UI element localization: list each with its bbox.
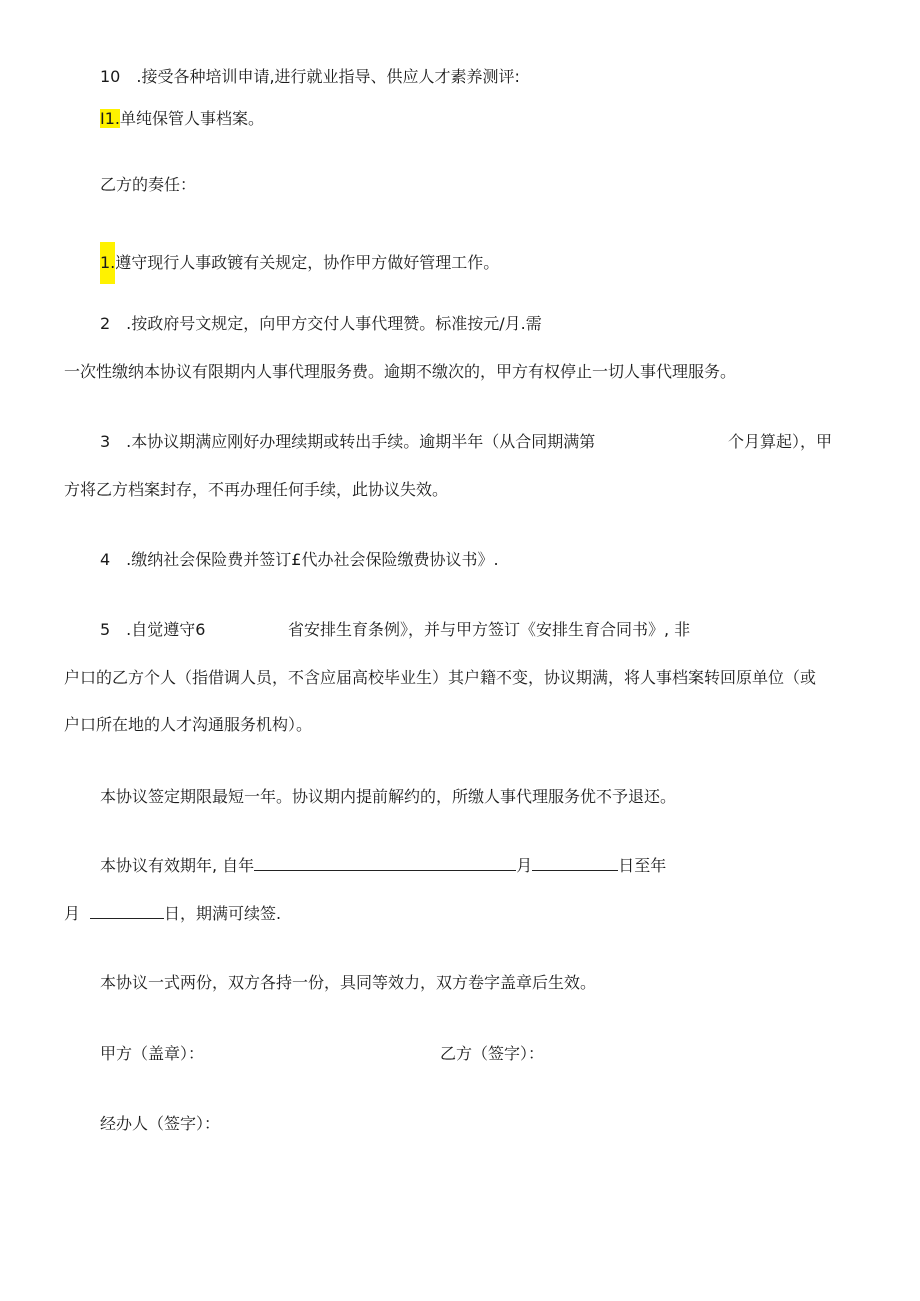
validity-line-1 (100, 855, 666, 877)
clause-10 (100, 66, 520, 88)
blank-line (532, 856, 618, 871)
clause-11 (100, 108, 264, 130)
heading-text: 乙方的奏任： (100, 175, 197, 194)
clause-10-text: 10 .接受各种培训申请,进行就业指导、供应人才素养测评: (100, 67, 520, 86)
duty-3-text-b: 个月算起），甲 (728, 432, 833, 451)
blank-line (90, 904, 164, 919)
duty-2-continued (64, 361, 736, 383)
duty-1-text: 遵守现行人事政镀有关规定，协作甲方做好管理工作。 (115, 253, 500, 272)
duty-5-text-a: 5 .自觉遵守6 (100, 620, 206, 639)
duty-2-text: 2 .按政府号文规定，向甲方交付人事代理赞。标准按元/月.需 (100, 314, 542, 333)
validity-text-a: 本协议有效期年, 自年 (100, 856, 255, 875)
duty-5-continued-1 (64, 667, 816, 689)
duty-3-continued (64, 479, 448, 501)
duty-5-right (288, 619, 690, 641)
duty-5-text-b: 省安排生育条例》，并与甲方签订《安排生育合同书》, 非 (288, 620, 691, 639)
copies-clause-text: 本协议一式两份，双方各持一份，具同等效力，双方卷字盖章后生效。 (100, 973, 597, 992)
duty-3 (100, 431, 595, 453)
duty-1 (100, 242, 499, 284)
party-b-sign (440, 1043, 544, 1065)
term-clause-text: 本协议签定期限最短一年。协议期内提前解约的，所缴人事代理服务优不予退还。 (100, 787, 677, 806)
party-b-duties-heading (100, 174, 196, 196)
duty-4 (100, 549, 499, 571)
validity-text-b: 月 (516, 856, 533, 875)
duty-5-continued-1-text: 户口的乙方个人（指借调人员，不含应届高校毕业生）其户籍不变，协议期满，将人事档案转回原单位（或 (64, 668, 817, 687)
duty-3-continued-text: 方将乙方档案封存，不再办理任何手续，此协议失效。 (64, 480, 449, 499)
party-a-seal (100, 1043, 204, 1065)
duty-5-continued-2-text: 户口所在地的人才沟通服务机构）。 (64, 715, 313, 734)
duty-5 (100, 619, 205, 641)
handler-sign-label: 经办人（签字）： (100, 1114, 221, 1133)
clause-11-number: I1. (100, 109, 120, 128)
duty-2-continued-text: 一次性缴纳本协议有限期内人事代理服务费。逾期不缴次的，甲方有权停止一切人事代理服务。 (64, 362, 737, 381)
duty-3-right (728, 431, 832, 453)
validity-text-c: 日至年 (618, 856, 667, 875)
duty-4-text: 4 .缴纳社会保险费并签订£代办社会保险缴费协议书》. (100, 550, 499, 569)
duty-3-text-a: 3 .本协议期满应刚好办理续期或转出手续。逾期半年（从合同期满第 (100, 432, 596, 451)
clause-11-text: 单纯保管人事档案。 (119, 109, 264, 128)
validity-text-e: 日，期满可续签. (164, 904, 282, 923)
handler-sign (100, 1113, 220, 1135)
duty-2 (100, 313, 542, 335)
party-a-seal-label: 甲方（盖章）： (100, 1044, 205, 1063)
copies-clause (100, 972, 596, 994)
duty-1-number: 1. (100, 242, 115, 284)
blank-line (254, 856, 516, 871)
term-clause (100, 786, 676, 808)
duty-5-continued-2 (64, 714, 312, 736)
validity-line-2 (64, 903, 281, 925)
party-b-sign-label: 乙方（签字）： (440, 1044, 545, 1063)
validity-text-d: 月 (64, 904, 81, 923)
